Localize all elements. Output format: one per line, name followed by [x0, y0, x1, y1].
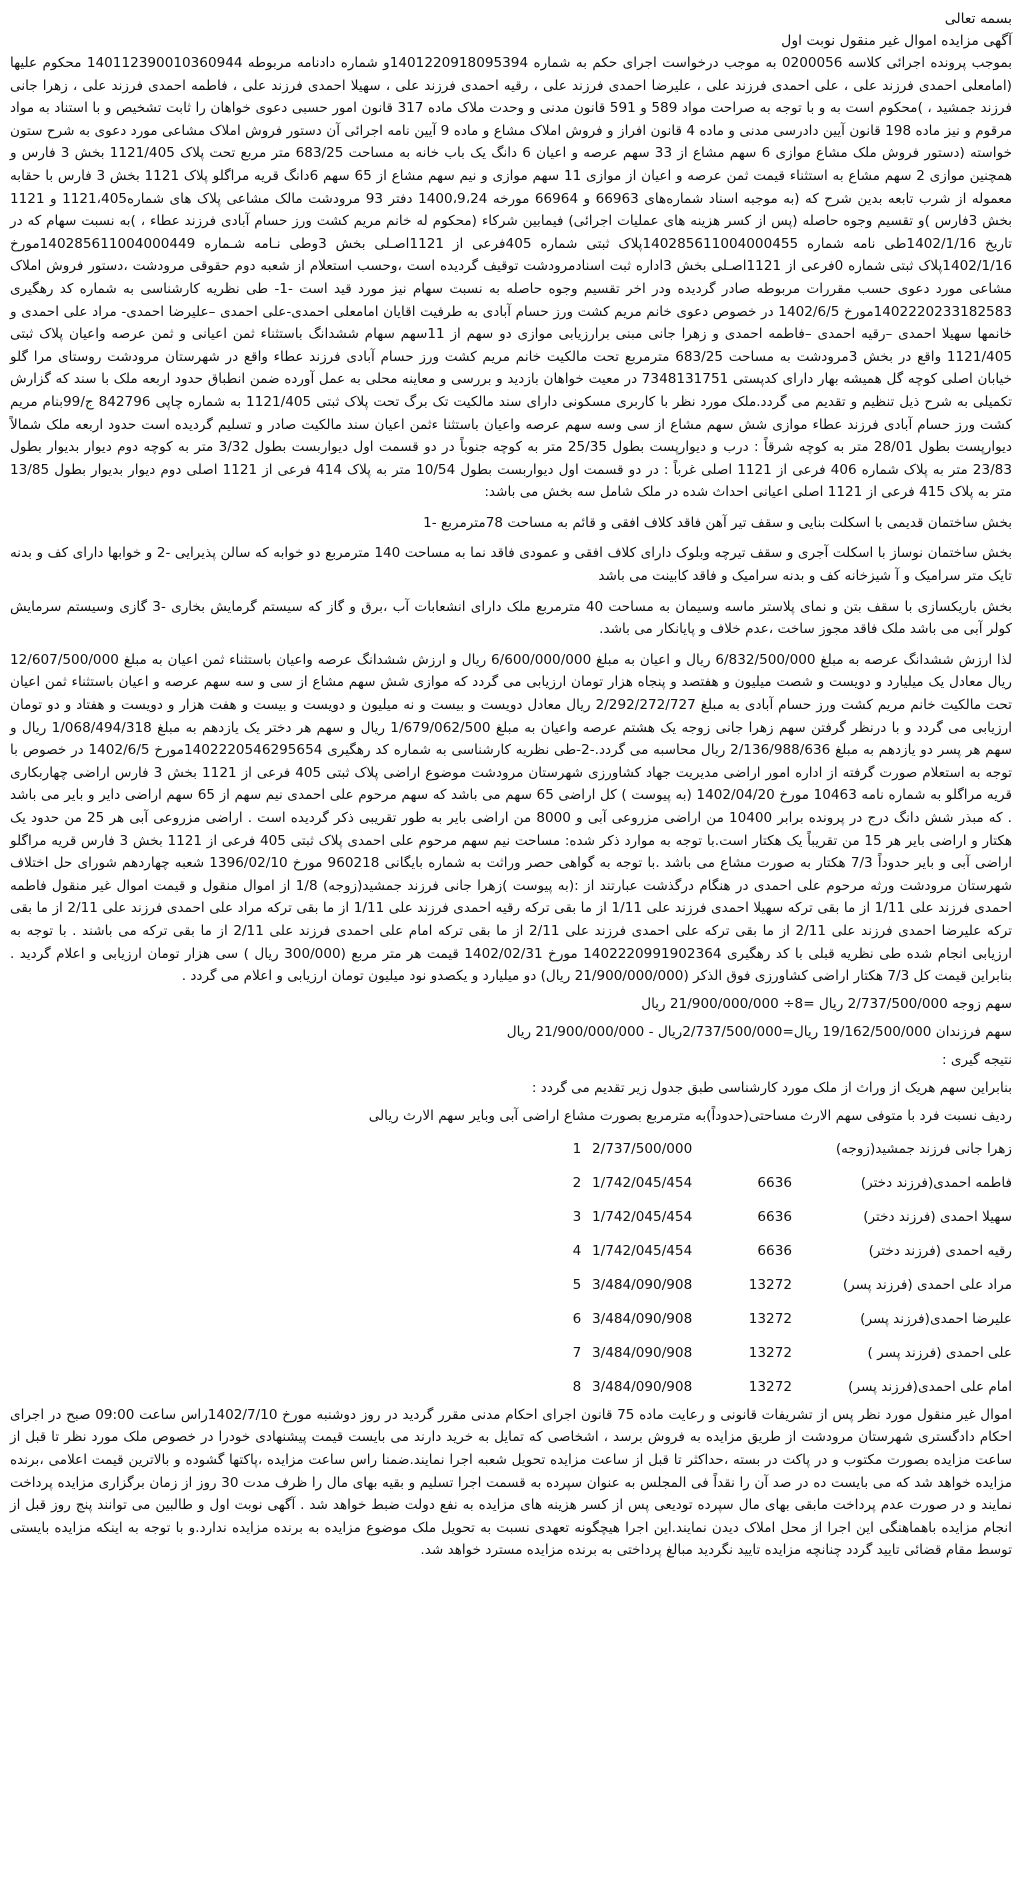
case-paragraph: بموجب پرونده اجرائی کلاسه 0200056 به موجب درخواست اجرای حکم به شماره 1401220918095394و شماره دادنامه مربوطه 140112390010360944 محکوم علیها (امامعلی احمدی فرزند علی ، علی احمدی فرزند علی ، علیرضا احمدی فرزند علی ، رقیه احمدی فرزند علی ، سهیلا احمدی فرزند علی ، فاطمه احمدی فرزند علی ، زهرا جانی فرزند جمشید ، )محکوم است به و با توجه به صراحت مواد 589 و 591 قانون مدنی و وحدت ملاک ماده 317 قانون امور حسبی دعوی خواهان را ثابت تشخیص و با استناد به مواد مرقوم و نیز ماده 198 قانون آیین دادرسی مدنی و ماده 4 قانون افراز و فروش املاک مشاع و ماده 9 آیین نامه اجرائی آن دستور فروش املاک مشاعی مورد دعوی به شرح ستون خواسته (دستور فروش ملک مشاع موازی 6 سهم مشاع از 33 سهم عرصه و اعیان 6 دانگ یک باب خانه به مساحت 683/25 متر مربع تحت پلاک 1121/405 بخش 3 فارس و همچنین موازی 2 سهم مشاع به استثناء قیمت ثمن عرصه و اعیان از موازی 11 سهم موازی و نیم سهم مشاع از 65 سهم 6دانگ قریه مراگلو پلاک 1121 بخش 3 فارس با حقابه معموله از شرب تابعه بدین شرح که (به موجبه اسناد شماره‌های 66963 و 66964 مورخه 1400،9،24 دفتر 93 مرودشت مالک مشاعی پلاک های شماره1121،405 و 1121 بخش 3فارس )و تقسیم وجوه حاصله (پس از کسر هزینه های عملیات اجرائی) فیمابین شرکاء (محکوم له خانم مریم کشت ورز حسام آبادی فرزند عطاء ، )به نسبت سهام که در تاریخ 1402/1/16طی نامه شماره 140285611004000455پلاک ثبتی شماره 405فرعی از 1121اصـلی بخش 3وطی نـامه شـماره 140285611004000449مورخ 1402/1/16پلاک ثبتی شماره 0فرعی از 1121اصـلی بخش 3اداره ثبت اسنادمرودشت توقیف گردیده است ،وحسب استعلام از شعبه دوم حقوقی مرودشت ،دستور فروش املاک مشاعی مورد دعوی حسب مقررات مربوطه صادر گردیده ودر اخر تقسیم وجوه حاصله به نسبت سهام نیز مورد قید است -1- طی نظریه کارشناسی به شماره کد رهگیری 1402220233182583مورخ 1402/6/5 در خصوص دعوی خانم مریم کشت ورز حسام آبادی به طرفیت اقایان امامعلی احمدی-علی احمدی –علیرضا احمدی- مراد علی احمدی و خانمها سهیلا احمدی –رقیه احمدی –فاطمه احمدی و زهرا جانی مبنی برارزیابی موازی دو سهم از 11سهم سهام ششدانگ باستثناء ثمن اعیانی و ثمن عرصه واعیان پلاک ثبتی 1121/405 واقع در بخش 3مرودشت به مساحت 683/25 مترمربع تحت مالکیت خانم مریم کشت ورز حسام آبادی فرزند عطاء واقع در شهرستان مرودشت روستای مرا گلو خیابان اصلی کوچه گل همیشه بهار دارای کدپستی 7348131751 در معیت خواهان بازدید و بررسی و معاینه محلی به عمل آورده ضمن انطباق حدود اربعه ملک با سند که گزارش تکمیلی به شرح ذیل تنظیم و تقدیم می گردد.ملک مورد نظر با کاربری مسکونی دارای سند مالکیت تک برگ تحت پلاک ثبتی 1121/405 به شماره چاپی 842796 ج/99بنام مریم کشت ورز حسام آبادی فرزند عطاء موازی شش سهم مشاع از سی وسه سهم عرصه واعیان باستثنا ءثمن اعیان سند مالکیت صادر و تسلیم گردیده است حدود اربعه ملک شمالاً دیوارپست بطول 28/01 متر به کوچه شرقاً : درب و دیوارپست بطول 25/35 متر به کوچه جنوباً در دو قسمت اول دیواربست بطول 3/32 متر به کوچه دوم دیوار بدیوار بطول 23/83 متر به پلاک شماره 406 فرعی از 1121 اصلی غرباً : در دو قسمت اول دیواربست بطول 10/54 متر به پلاک 414 فرعی از 1121 اصلی دوم دیوار بدیوار بطول 13/85 متر به پلاک 415 فرعی از 1121 اصلی اعیانی احداث شده در ملک شامل سه بخش می باشد: — [10, 55, 1013, 501]
heir-index: 5 — [572, 1276, 582, 1293]
heir-area: 13272 — [748, 1276, 792, 1293]
heir-area: 13272 — [748, 1310, 792, 1327]
heir-rial-share: 3/484/090/908 — [592, 1276, 693, 1293]
heir-rial-share: 3/484/090/908 — [592, 1378, 693, 1395]
heir-area: 13272 — [748, 1378, 792, 1395]
building-part-1: بخش ساختمان قدیمی با اسکلت بنایی و سقف تیر آهن فاقد کلاف افقی و قائم به مساحت 78مترمربع -1 — [423, 514, 1012, 531]
heirs-table-header: ردیف نسبت فرد با متوفی سهم الارث مساحتی(حدوداً)به مترمربع بصورت مشاع اراضی آبی وبایر سهم الارث ریالی — [368, 1107, 1012, 1124]
basmala: بسمه تعالی — [944, 11, 1012, 27]
children-share-line: سهم فرزندان 19/162/500/000 ریال=2/737/500/000ریال - 21/900/000/000 ریال — [506, 1023, 1012, 1040]
notice-title: آگهی مزایده اموال غیر منقول نوبت اول — [781, 33, 1012, 49]
valuation-paragraph: لذا ارزش ششدانگ عرصه به مبلغ 6/832/500/000 ریال و اعیان به مبلغ 6/600/000/000 ریال و ارزش ششدانگ عرصه واعیان باستثناء ثمن اعیان به مبلغ 12/607/500/000 ریال معادل یک میلیارد و دویست و شصت میلیون و هفتصد و پنجاه هزار تومان ارزیابی می گردد که موازی شش سهم مشاع از سی و سه سهم عرصه و اعیان باستثناء ثمن اعیان تحت مالکیت خانم مریم کشت ورز حسام آبادی به مبلغ 2/292/272/727 ریال معادل دویست و بیست و نه میلیون و دویست و بیست و هفت هزار و دویست و هفتاد و دو تومان ارزیابی می گردد و با درنظر گرفتن سهم زهرا جانی زوجه یک هشتم عرصه واعیان به مبلغ 1/679/062/500 ریال و سهم هر دختر یک یازدهم به مبلغ 1/068/494/318 ریال و سهم هر پسر دو یازدهم به مبلغ 2/136/988/636 ریال محاسبه می گردد.-2-طی نظریه کارشناسی به شماره کد رهگیری 1402220546295654مورخ 1402/6/5 در خصوص با توجه به استعلام صورت گرفته از اداره امور اراضی مدیریت جهاد کشاورزی شهرستان مرودشت موضوع اراضی پلاک ثبتی 405 فرعی از 1121 بخش 3 فارس اراضی چهاربکاری قریه مراگلو به شماره نامه 10463 مورخ 1402/04/20 (به پیوست ) کل اراضی 65 سهم می باشد که سهم مرحوم علی احمدی نیم سهم از 65 سهم اراضی دایر و بایر می باشد . که مبذر شش دانگ درج در پرونده برابر 10400 من اراضی مزروعی آبی و 8000 من اراضی بایر به طور تقریبی ذکر گردیده است . اراضی مزروعی آبی هر 25 من حدود یک هکتار و اراضی بایر هر 15 من تقریباً یک هکتار است.با توجه به موارد ذکر شده: مساحت نیم سهم مرحوم علی احمدی پلاک ثبتی 405 فرعی از 1121 بخش 3 فارس قریه مراگلو اراضی آبی و بایر حدوداً 7/3 هکتار به صورت مشاع می باشد .با توجه به گواهی حصر وراثت به شماره بایگانی 960218 مورخ 1396/02/10 شعبه چهاردهم شورای حل اختلاف شهرستان مرودشت ورثه مرحوم علی احمدی در هنگام درگذشت عبارتند از :(به پیوست )زهرا جانی فرزند جمشید(زوجه) 1/8 از اموال منقول و قیمت اموال غیر منقول فاطمه احمدی فرزند علی 1/11 از ما بقی ترکه سهیلا احمدی فرزند علی 1/11 از ما بقی ترکه رقیه احمدی فرزند علی 1/11 از ما بقی ترکه مراد علی احمدی فرزند علی 2/11 از ما بقی ترکه علیرضا احمدی فرزند علی 2/11 از ما بقی ترکه علی احمدی فرزند علی 2/11 از ما بقی ترکه امام علی احمدی فرزند علی 2/11 از ما بقی ترکه می باشند . با توجه به ارزیابی انجام شده طی نظریه قبلی با کد رهگیری 1402220991902364 مورخ 1402/02/31 قیمت هر متر مربع (300/000 ریال ) سی هزار تومان ارزیابی و اعلام گردید . بنابراین قیمت کل 7/3 هکتار اراضی کشاورزی فوق الذکر (21/900/000/000 ریال) دو میلیارد و یکصدو نود میلیون تومان ارزیابی و اعلام می گردد . — [10, 651, 1013, 985]
auction-terms-paragraph: اموال غیر منقول مورد نظر پس از تشریفات قانونی و رعایت ماده 75 قانون اجرای احکام مدنی مقرر گردید در روز دوشنبه مورخ 1402/7/10راس ساعت 09:00 صبح در اجرای احکام دادگستری شهرستان مرودشت از طریق مزایده به فروش برسد ، اشخاصی که تمایل به خرید دارند می بایست قیمت پیشنهادی خودرا در خصوص ملک مورد نظر تا قبل از ساعت مزایده بصورت مکتوب و در پاکت در بسته ،حداکثر تا قبل از ساعت مزایده تحویل شعبه اجرا نمایند.ضمنا راس ساعت مزایده ،پاکتها گشوده و بالاترین قیمت اعلامی ،برنده مزایده خواهد شد که می بایست ده در صد آن را نقداً فی المجلس به عنوان سپرده به قسمت اجرا تسلیم و بقیه بهای مال را ظرف مدت 30 روز از زمان برگزاری مزایده پرداخت نمایند و در صورت عدم پرداخت مابقی بهای مال سپرده تودیعی پس از کسر هزینه های مزایده به نفع دولت ضبط خواهد شد . آگهی نوبت اول و طالبین می توانند پنج روز قبل از انجام مزایده باهماهنگی این اجرا از محل املاک دیدن نمایند.این اجرا هیچگونه تعهدی نسبت به تحویل ملک موضوع مزایده به برنده مزایده ندارد.و با توجه به اینکه مزایده بایستی توسط مقام قضائی تایید گردد چنانچه مزایده تایید نگردید مبالغ پرداختی به برنده مزایده مسترد خواهد شد. — [10, 1406, 1013, 1559]
heir-row — [10, 1302, 1012, 1336]
heir-name: زهرا جانی فرزند جمشید(زوجه) — [835, 1140, 1012, 1157]
heir-row — [10, 1132, 1012, 1166]
heir-rial-share: 1/742/045/454 — [592, 1242, 693, 1259]
building-part-2: بخش ساختمان نوساز با اسکلت آجری و سقف تیرچه وبلوک دارای کلاف افقی و عمودی فاقد نما به مساحت 140 مترمربع دو خوابه که سالن پذیرایی -2 و خوابها دارای کف و بدنه تایک متر سرامیک و آ شیزخانه کف و بدنه سرامیک و فاقد کابینت می باشد — [10, 545, 1012, 585]
heir-name: علیرضا احمدی(فرزند پسر) — [860, 1310, 1012, 1327]
conclusion-title: نتیجه گیری : — [942, 1051, 1012, 1068]
heir-name: مراد علی احمدی (فرزند پسر) — [842, 1276, 1012, 1293]
heir-name: رقیه احمدی (فرزند دختر) — [868, 1242, 1012, 1259]
heir-row — [10, 1200, 1012, 1234]
heir-rial-share: 3/484/090/908 — [592, 1344, 693, 1361]
heir-rial-share: 3/484/090/908 — [592, 1310, 693, 1327]
heir-name: علی احمدی (فرزند پسر ) — [867, 1344, 1012, 1361]
heir-row — [10, 1336, 1012, 1370]
heir-row — [10, 1234, 1012, 1268]
heir-area: 13272 — [748, 1344, 792, 1361]
heir-rial-share: 2/737/500/000 — [592, 1140, 693, 1157]
heir-name: فاطمه احمدی(فرزند دختر) — [860, 1174, 1012, 1191]
heir-name: سهیلا احمدی (فرزند دختر) — [863, 1208, 1012, 1225]
heir-area: 6636 — [757, 1174, 792, 1191]
heir-row — [10, 1166, 1012, 1200]
heir-index: 1 — [572, 1140, 582, 1157]
conclusion-intro: بنابراین سهم هریک از وراث از ملک مورد کارشناسی طبق جدول زیر تقدیم می گردد : — [531, 1079, 1012, 1096]
heirs-table — [10, 1132, 1012, 1404]
heir-rial-share: 1/742/045/454 — [592, 1208, 693, 1225]
heir-area — [732, 1132, 792, 1166]
heir-area: 6636 — [757, 1208, 792, 1225]
heir-row — [10, 1370, 1012, 1404]
heir-index: 7 — [572, 1344, 582, 1361]
heir-rial-share: 1/742/045/454 — [592, 1174, 693, 1191]
heir-index: 8 — [572, 1378, 582, 1395]
building-part-3: بخش باریکسازی با سقف بتن و نمای پلاستر ماسه وسیمان به مساحت 40 مترمربع ملک دارای انشعابات آب ،برق و گاز که سیستم گرمایش بخاری -3 گازی وسیستم سرمایش کولر آبی می باشد ملک فاقد مجوز ساخت ،عدم خلاف و پایانکار می باشد. — [10, 598, 1013, 638]
heir-index: 4 — [572, 1242, 582, 1259]
heir-row — [10, 1268, 1012, 1302]
heir-index: 3 — [572, 1208, 582, 1225]
heir-name: امام علی احمدی(فرزند پسر) — [848, 1378, 1012, 1395]
spouse-share-line: سهم زوجه 2/737/500/000 ریال =8÷ 21/900/000/000 ریال — [641, 995, 1012, 1012]
heir-index: 2 — [572, 1174, 582, 1191]
heir-area: 6636 — [757, 1242, 792, 1259]
heir-index: 6 — [572, 1310, 582, 1327]
